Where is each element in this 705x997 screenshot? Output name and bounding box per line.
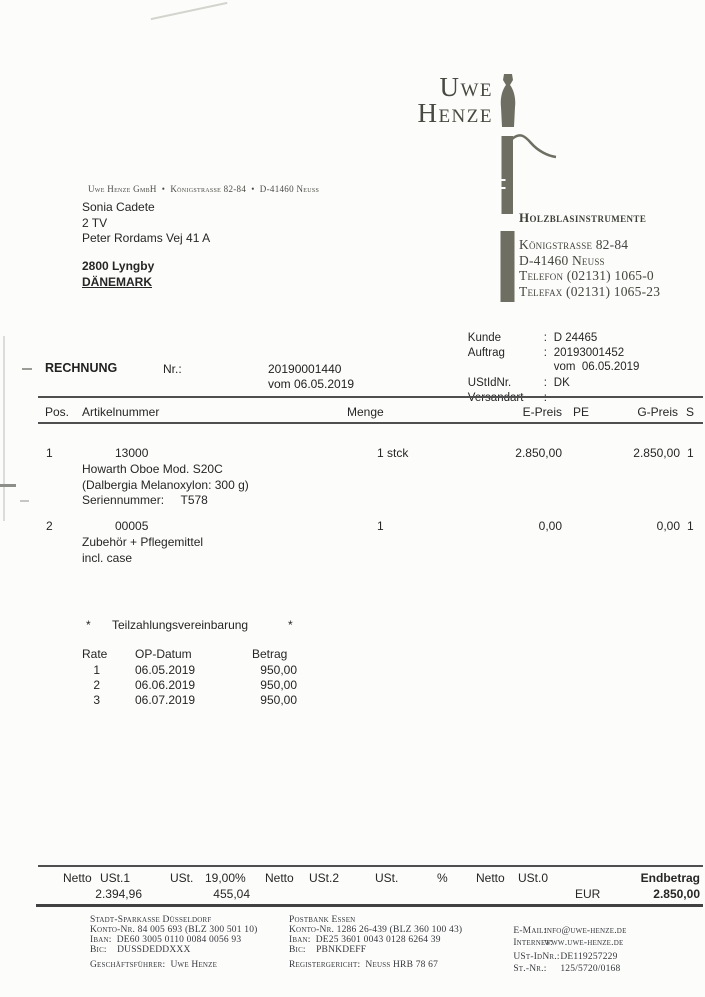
col-header-s: S bbox=[686, 405, 695, 419]
item-menge: 1 stck bbox=[377, 446, 409, 460]
footer-internet-value: www.uwe-henze.de bbox=[544, 937, 624, 948]
letterhead-phone: Telefon (02131) 1065-0 bbox=[519, 268, 654, 283]
table-header-rule bbox=[38, 422, 703, 424]
scan-scratch bbox=[151, 2, 228, 20]
logo-line-henze: Henze bbox=[417, 98, 493, 128]
recipient-name: Sonia Cadete bbox=[82, 200, 155, 214]
footer-bank1-bic: Bic: DUSSDEDDXXX bbox=[90, 945, 191, 955]
letterhead-city: D-41460 Neuss bbox=[519, 252, 605, 268]
item-s: 1 bbox=[687, 446, 694, 460]
footer-ustidnr-value: DE119257229 bbox=[560, 951, 618, 962]
item-gpreis: 2.850,00 bbox=[633, 446, 680, 460]
division-title: Holzblasinstrumente bbox=[519, 210, 647, 225]
item-pos: 2 bbox=[46, 519, 53, 533]
item-artnr: 00005 bbox=[115, 519, 149, 533]
installment-star-left: * bbox=[86, 618, 91, 632]
footer-stnr-label: St.-Nr.: bbox=[513, 964, 547, 974]
installment-datum: 06.05.2019 bbox=[135, 662, 196, 677]
totals-label-ust: USt. bbox=[170, 871, 194, 885]
totals-label-netto2: Netto bbox=[265, 871, 294, 885]
item-epreis: 2.850,00 bbox=[515, 446, 562, 460]
info-row-kunde: Kunde : D 24465 bbox=[467, 332, 598, 344]
recipient-line2: 2 TV bbox=[82, 215, 108, 230]
totals-label-netto1: Netto bbox=[63, 871, 92, 885]
info-value: 20193001452 bbox=[553, 347, 625, 359]
totals-label-ust-b: USt. bbox=[375, 871, 399, 885]
info-label: UStIdNr. bbox=[467, 377, 512, 389]
item-desc: (Dalbergia Melanoxylon: 300 g) bbox=[82, 477, 249, 492]
totals-label-rate: 19,00% bbox=[205, 871, 246, 885]
totals-top-rule bbox=[38, 865, 703, 867]
info-value: DK bbox=[553, 377, 570, 389]
installment-header-rate: Rate bbox=[82, 647, 108, 661]
item-desc: Seriennummer: T578 bbox=[82, 493, 208, 507]
scan-mark bbox=[0, 484, 16, 487]
installment-betrag: 950,00 bbox=[260, 662, 297, 677]
installment-betrag: 950,00 bbox=[260, 692, 297, 707]
installment-header-datum: OP-Datum bbox=[135, 647, 192, 661]
totals-label-ust1: USt.1 bbox=[100, 871, 131, 885]
footer-email-value: info@uwe-henze.de bbox=[544, 926, 627, 936]
footer-stnr bbox=[503, 951, 621, 984]
info-label: Auftrag bbox=[467, 347, 505, 359]
totals-endbetrag-value: 2.850,00 bbox=[653, 886, 700, 901]
installment-datum: 06.06.2019 bbox=[135, 677, 196, 692]
info-value: D 24465 bbox=[553, 332, 598, 344]
item-desc: Zubehör + Pflegemittel bbox=[82, 535, 204, 549]
table-top-rule bbox=[38, 396, 703, 398]
installment-datum: 06.07.2019 bbox=[135, 692, 196, 707]
footer-bank2-konto: Konto-Nr. 1286 26-439 (BLZ 360 100 43) bbox=[289, 925, 463, 935]
item-epreis: 0,00 bbox=[538, 519, 562, 533]
item-artnr: 13000 bbox=[115, 446, 149, 460]
item-pos: 1 bbox=[46, 446, 53, 460]
info-row-ustidnr: UStIdNr. : DK bbox=[467, 377, 570, 389]
letterhead-fax: Telefax (02131) 1065-23 bbox=[519, 283, 661, 299]
footer-managing-director: Geschäftsführer: Uwe Henze bbox=[90, 959, 218, 970]
footer-stnr-value: 125/5720/0168 bbox=[560, 964, 621, 974]
scan-mark bbox=[22, 368, 32, 370]
footer-register-court: Registergericht: Neuss HRB 78 67 bbox=[289, 959, 439, 970]
installment-header-betrag: Betrag bbox=[252, 647, 288, 661]
item-desc: incl. case bbox=[82, 550, 133, 565]
item-desc: Howarth Oboe Mod. S20C bbox=[82, 462, 223, 476]
installment-rate: 1 bbox=[93, 662, 100, 677]
col-header-gpreis: G-Preis bbox=[637, 405, 678, 419]
col-header-artikelnummer: Artikelnummer bbox=[82, 405, 160, 419]
footer-bank1-konto: Konto-Nr. 84 005 693 (BLZ 300 501 10) bbox=[90, 925, 258, 935]
item-menge: 1 bbox=[377, 519, 384, 533]
footer-bank1-iban: Iban: DE60 3005 0110 0084 0056 93 bbox=[90, 935, 242, 945]
totals-label-pct: % bbox=[437, 871, 448, 885]
recipient-city: 2800 Lyngby bbox=[82, 259, 155, 273]
info-row-auftrag: Auftrag : 20193001452 bbox=[467, 347, 625, 359]
installment-title: Teilzahlungsvereinbarung bbox=[112, 618, 249, 632]
invoice-nr-label: Nr.: bbox=[163, 361, 182, 376]
totals-ust1-value: 455,04 bbox=[213, 886, 250, 901]
totals-label-endbetrag: Endbetrag bbox=[640, 871, 700, 885]
col-header-pos: Pos. bbox=[45, 405, 70, 419]
item-s: 1 bbox=[687, 519, 694, 533]
invoice-number: 20190001440 bbox=[268, 361, 342, 376]
installment-rate: 3 bbox=[93, 692, 100, 707]
footer-bank2-iban: Iban: DE25 3601 0043 0128 6264 39 bbox=[289, 935, 441, 945]
totals-bottom-rule bbox=[36, 904, 703, 907]
recipient-country: DÄNEMARK bbox=[82, 274, 152, 289]
scan-edge-line bbox=[3, 336, 5, 521]
installment-star-right: * bbox=[288, 618, 293, 632]
installment-betrag: 950,00 bbox=[260, 677, 297, 692]
letterhead-street: Königstrasse 82-84 bbox=[519, 237, 629, 252]
totals-currency: EUR bbox=[575, 886, 601, 901]
logo-line-uwe: Uwe bbox=[439, 72, 493, 102]
installment-rate: 2 bbox=[93, 677, 100, 692]
item-gpreis: 0,00 bbox=[656, 519, 680, 533]
totals-label-netto0: Netto bbox=[476, 871, 505, 885]
scan-mark bbox=[20, 500, 29, 502]
footer-bank2-name: Postbank Essen bbox=[289, 915, 356, 925]
invoice-date: vom 06.05.2019 bbox=[268, 376, 355, 391]
col-header-menge: Menge bbox=[347, 405, 384, 419]
info-value: vom 06.05.2019 bbox=[553, 361, 640, 373]
totals-label-ust0: USt.0 bbox=[518, 871, 549, 885]
info-label: Kunde bbox=[467, 332, 502, 344]
recipient-street: Peter Rordams Vej 41 A bbox=[82, 231, 211, 245]
totals-label-ust2: USt.2 bbox=[309, 871, 340, 885]
footer-bank2-bic: Bic: PBNKDEFF bbox=[289, 945, 367, 955]
col-header-pe: PE bbox=[573, 405, 590, 419]
logo-text bbox=[390, 74, 493, 126]
totals-netto1-value: 2.394,96 bbox=[95, 886, 142, 901]
invoice-title: RECHNUNG bbox=[45, 361, 118, 375]
sender-line: Uwe Henze GmbH • Königstrasse 82-84 • D-41460 Neuss bbox=[88, 184, 320, 194]
footer-bank1-name: Stadt-Sparkasse Düsseldorf bbox=[90, 915, 212, 925]
footer-internet-label: Internet: bbox=[513, 937, 553, 948]
footer-ustidnr-label: USt-IdNr.: bbox=[513, 951, 560, 962]
footer-email-label: E-Mail: bbox=[513, 926, 547, 936]
col-header-epreis: E-Preis bbox=[522, 405, 562, 419]
